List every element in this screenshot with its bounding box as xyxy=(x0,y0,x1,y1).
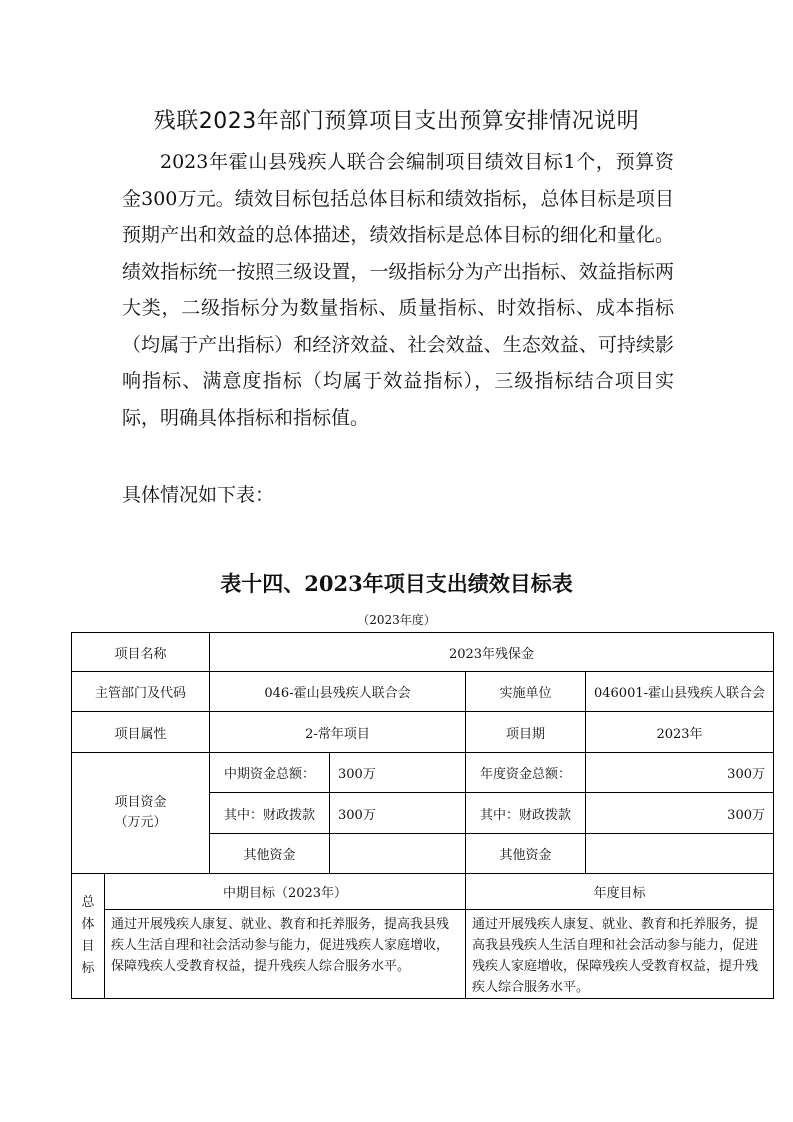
funds-label-line1: 项目资金 xyxy=(114,795,167,810)
year-other-label: 其他资金 xyxy=(465,833,586,874)
mid-total-label: 中期资金总额： xyxy=(209,752,330,793)
funds-label xyxy=(71,752,210,874)
table-subtitle: （2023年度） xyxy=(357,613,436,627)
impl-unit-label: 实施单位 xyxy=(465,671,586,712)
year-other-value xyxy=(585,833,774,874)
overall-goal-char: 体 xyxy=(81,917,95,932)
overall-goal-char: 总 xyxy=(81,895,95,910)
overall-goal-char: 标 xyxy=(81,961,95,976)
year-goal-text: 通过开展残疾人康复、就业、教育和托养服务，提高我县残疾人生活自理和社会活动参与能力，促进残疾人家庭增收，保障残疾人受教育权益，提升残疾人综合服务水平。 xyxy=(465,909,774,999)
attr-label: 项目属性 xyxy=(71,711,210,753)
table-title: 表十四、2023年项目支出绩效目标表 xyxy=(220,571,573,596)
project-name-value: 2023年残保金 xyxy=(209,632,774,672)
period-value: 2023年 xyxy=(585,711,774,753)
year-goal-header: 年度目标 xyxy=(465,873,774,910)
attr-value: 2-常年项目 xyxy=(209,711,466,753)
year-total-value: 300万 xyxy=(585,752,774,793)
overall-goal-char: 目 xyxy=(81,939,95,954)
overall-goal-label xyxy=(71,873,105,999)
mid-other-value xyxy=(329,833,466,874)
dept-label: 主管部门及代码 xyxy=(71,671,210,712)
mid-goal-header: 中期目标（2023年） xyxy=(104,873,466,910)
document-title: 残联2023年部门预算项目支出预算安排情况说明 xyxy=(153,109,640,134)
period-label: 项目期 xyxy=(465,711,586,753)
year-fiscal-label: 其中：财政拨款 xyxy=(465,792,586,834)
mid-goal-text: 通过开展残疾人康复、就业、教育和托养服务，提高我县残疾人生活自理和社会活动参与能力，促进残疾人家庭增收，保障残疾人受教育权益，提升残疾人综合服务水平。 xyxy=(104,909,466,999)
impl-unit-value: 046001-霍山县残疾人联合会 xyxy=(585,671,774,712)
funds-label-line2: （万元） xyxy=(114,815,167,830)
year-fiscal-value: 300万 xyxy=(585,792,774,834)
mid-total-value: 300万 xyxy=(329,752,466,793)
mid-fiscal-value: 300万 xyxy=(329,792,466,834)
table-intro-text: 具体情况如下表： xyxy=(122,484,275,506)
intro-paragraph: 2023年霍山县残疾人联合会编制项目绩效目标1个，预算资金300万元。绩效目标包括总体目标和绩效指标，总体目标是项目预期产出和效益的总体描述，绩效指标是总体目标的细化和量化。绩效指标统一按照三级设置，一级指标分为产出指标、效益指标两大类，二级指标分为数量指标、质量指标、时效指标、成本指标（均属于产出指标）和经济效益、社会效益、生态效益、可持续影响指标、满意度指标（均属于效益指标），三级指标结合项目实际，明确具体指标和指标值。 xyxy=(122,151,674,429)
mid-other-label: 其他资金 xyxy=(209,833,330,874)
year-total-label: 年度资金总额： xyxy=(465,752,586,793)
project-name-label: 项目名称 xyxy=(71,632,210,672)
dept-value: 046-霍山县残疾人联合会 xyxy=(209,671,466,712)
mid-fiscal-label: 其中：财政拨款 xyxy=(209,792,330,834)
